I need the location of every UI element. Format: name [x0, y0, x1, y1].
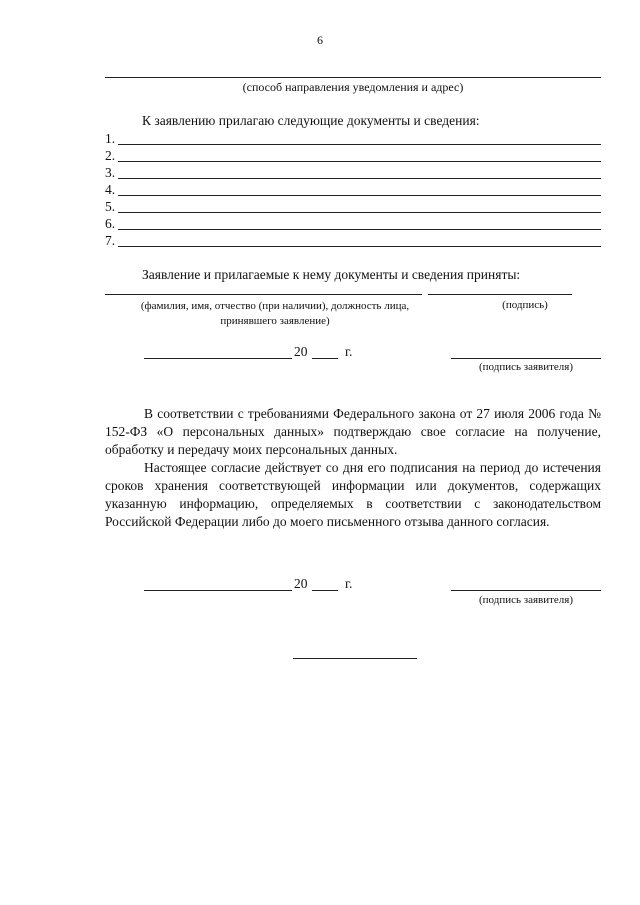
signature-caption: (подпись)	[502, 299, 548, 311]
attachment-row[interactable]	[105, 216, 601, 233]
attachment-field[interactable]	[118, 195, 601, 196]
page-number: 6	[317, 33, 323, 47]
attachment-field[interactable]	[118, 144, 601, 145]
date-year-prefix: 20	[294, 344, 308, 359]
notification-method-field[interactable]	[105, 77, 601, 78]
accepted-heading: Заявление и прилагаемые к нему документы и сведения приняты:	[142, 267, 521, 282]
date-year-prefix-2: 20	[294, 576, 308, 591]
date-day-month-field-2[interactable]	[144, 590, 292, 591]
attachment-number: 1.	[105, 131, 116, 146]
applicant-signature-field[interactable]	[451, 358, 601, 359]
notification-method-caption: (способ направления уведомления и адрес)	[242, 80, 464, 94]
official-caption-line1: (фамилия, имя, отчество (при наличии), должность лица,	[140, 300, 410, 312]
date-year-suffix: г.	[345, 344, 353, 359]
official-caption	[105, 299, 445, 329]
attachment-row[interactable]	[105, 148, 601, 165]
attachment-field[interactable]	[118, 212, 601, 213]
attachment-field[interactable]	[118, 161, 601, 162]
attachment-row[interactable]	[105, 233, 601, 250]
attachment-field[interactable]	[118, 178, 601, 179]
closing-divider	[293, 658, 417, 659]
applicant-signature-caption-2: (подпись заявителя)	[478, 594, 574, 606]
date-day-month-field[interactable]	[144, 358, 292, 359]
attachment-row[interactable]	[105, 131, 601, 148]
official-name-field[interactable]	[105, 294, 422, 295]
official-signature-field[interactable]	[428, 294, 572, 295]
official-caption-line2: принявшего заявление)	[220, 315, 330, 327]
attachment-number: 7.	[105, 233, 116, 248]
attachment-number: 6.	[105, 216, 116, 231]
attachment-number: 4.	[105, 182, 116, 197]
attachment-number: 2.	[105, 148, 116, 163]
date-year-field[interactable]	[312, 358, 338, 359]
attachment-number: 5.	[105, 199, 116, 214]
attachment-row[interactable]	[105, 199, 601, 216]
applicant-signature-caption: (подпись заявителя)	[478, 361, 574, 373]
attachment-row[interactable]	[105, 182, 601, 199]
attachments-heading: К заявлению прилагаю следующие документы и сведения:	[142, 113, 480, 128]
date-year-suffix-2: г.	[345, 576, 353, 591]
consent-paragraph-2: Настоящее согласие действует со дня его подписания на период до истечения сроков хранения соответствующей информации или документов, содержащих указанную информацию, определяемых в соответствии с законодательством Российской Федерации либо до моего письменного отзыва данного согласия.	[105, 460, 601, 529]
consent-paragraph-1: В соответствии с требованиями Федерального закона от 27 июля 2006 года № 152-ФЗ «О персональных данных» подтверждаю свое согласие на получение, обработку и передачу моих персональных данных.	[105, 406, 601, 457]
attachment-field[interactable]	[118, 229, 601, 230]
attachment-number: 3.	[105, 165, 116, 180]
applicant-signature-field-2[interactable]	[451, 590, 601, 591]
attachment-field[interactable]	[118, 246, 601, 247]
date-year-field-2[interactable]	[312, 590, 338, 591]
attachment-row[interactable]	[105, 165, 601, 182]
